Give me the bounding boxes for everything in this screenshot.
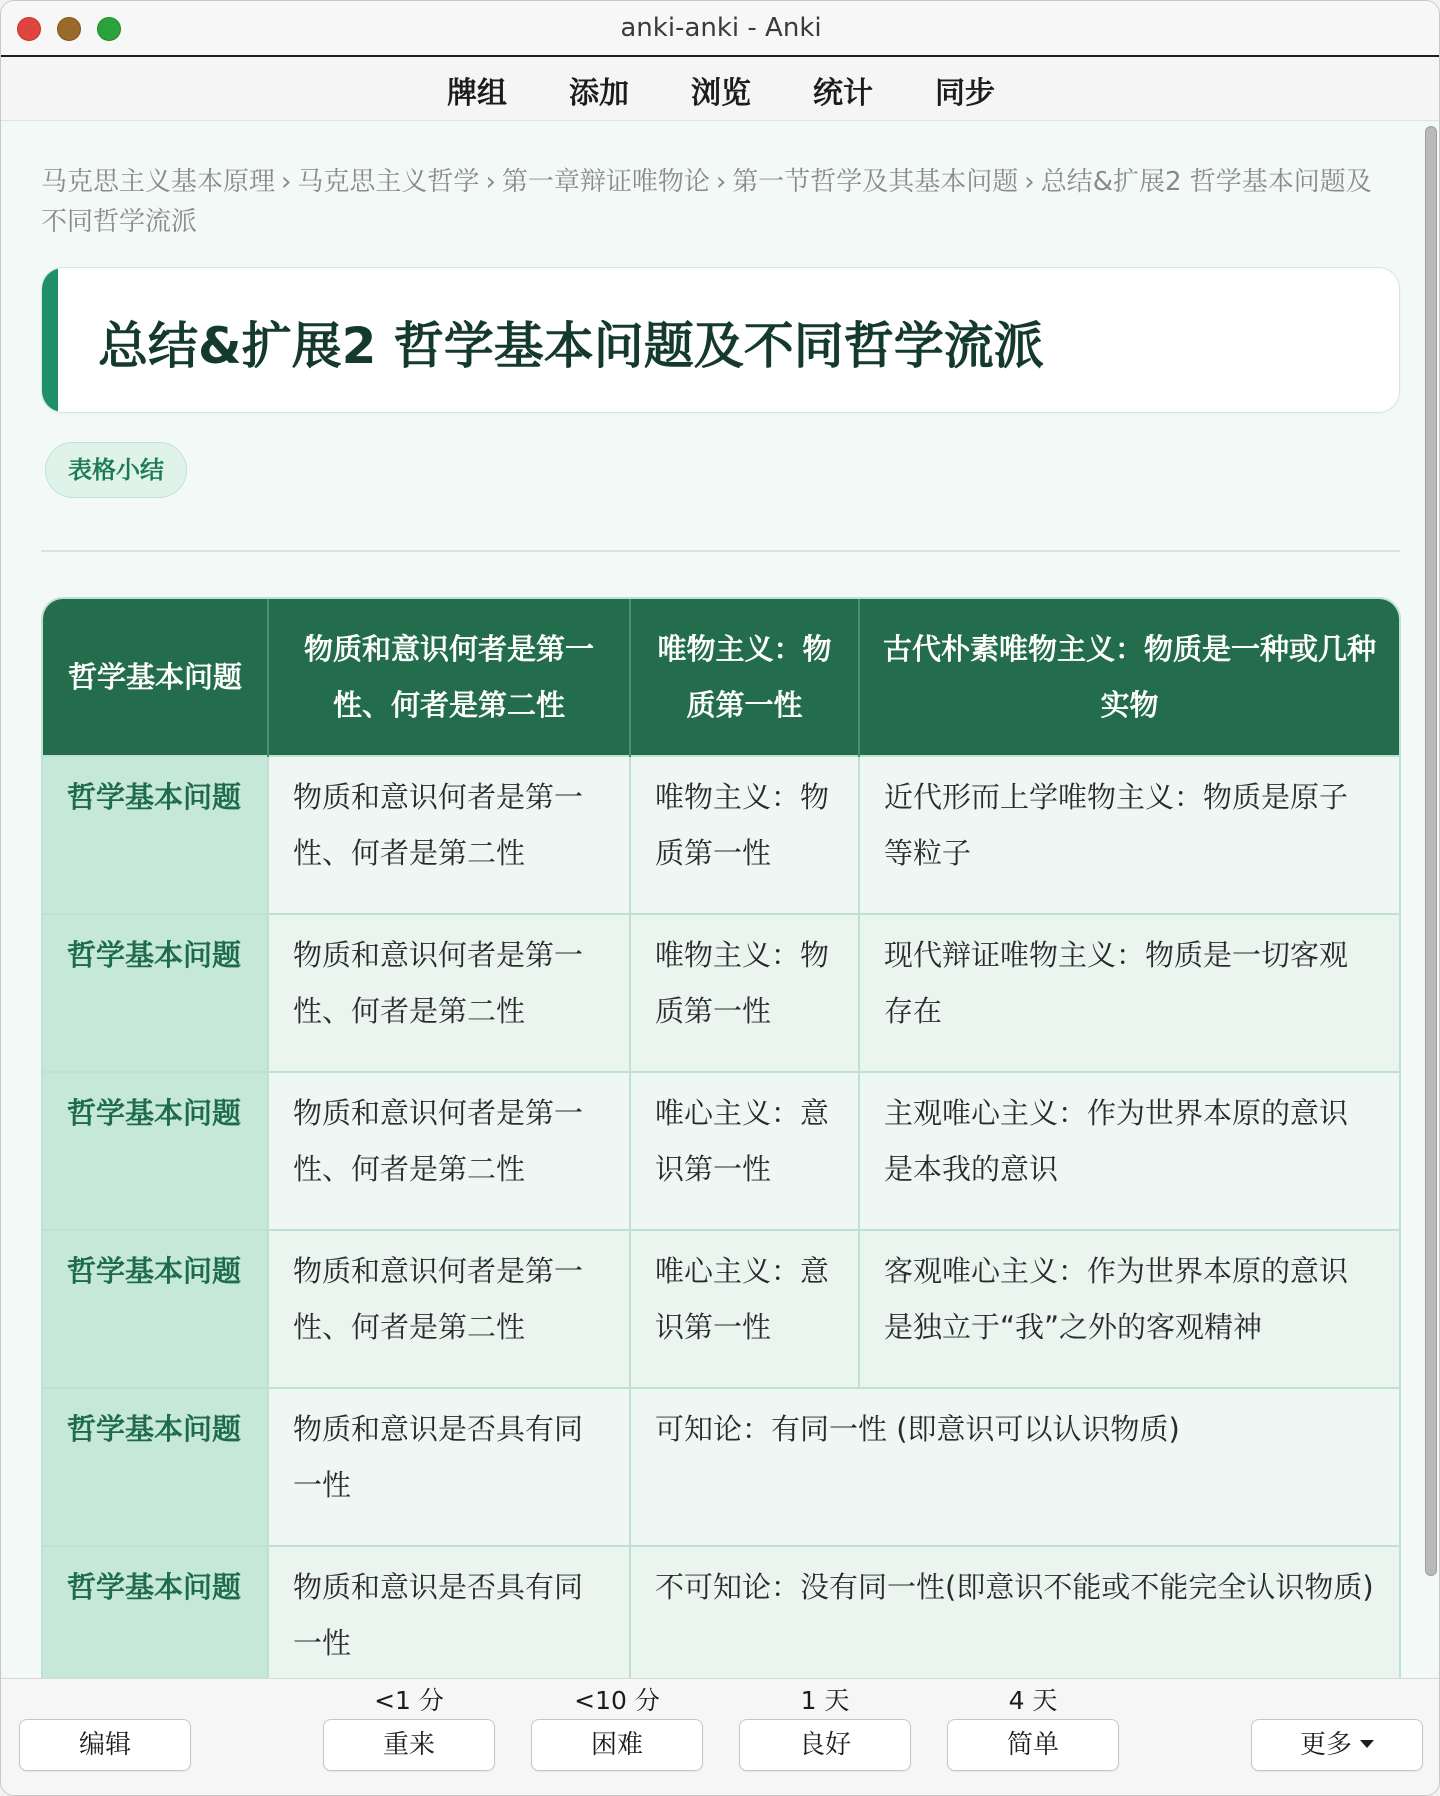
table-cell: 主观唯心主义：作为世界本原的意识是本我的意识 xyxy=(859,1072,1399,1230)
interval-again: <1 分 xyxy=(374,1686,444,1715)
interval-hard: <10 分 xyxy=(574,1686,660,1715)
table-cell: 物质和意识何者是第一性、何者是第二性 xyxy=(268,756,630,914)
table-header-cell: 哲学基本问题 xyxy=(43,599,268,756)
table-cell: 物质和意识何者是第一性、何者是第二性 xyxy=(268,1230,630,1388)
title-bar xyxy=(1,1,1440,57)
breadcrumb-item: 第一节哲学及其基本问题 xyxy=(732,167,1019,197)
breadcrumb xyxy=(41,162,1391,242)
interval-good: 1 天 xyxy=(800,1686,850,1715)
toolbar-browse[interactable]: 浏览 xyxy=(691,75,751,111)
toolbar-stats[interactable]: 统计 xyxy=(813,75,873,111)
table-header-cell: 物质和意识何者是第一性、何者是第二性 xyxy=(268,599,630,756)
scrollbar[interactable] xyxy=(1425,126,1437,1576)
tag-badge: 表格小结 xyxy=(45,442,187,498)
main-toolbar xyxy=(1,59,1440,121)
caret-down-icon xyxy=(1360,1740,1374,1748)
table-row xyxy=(43,1072,1399,1230)
hard-button[interactable]: 困难 xyxy=(531,1719,703,1771)
table-header-cell: 唯物主义：物质第一性 xyxy=(630,599,859,756)
breadcrumb-separator: › xyxy=(281,167,292,197)
table-cell-merged: 不可知论：没有同一性(即意识不能或不能完全认识物质) xyxy=(630,1546,1399,1678)
answer-bar xyxy=(1,1678,1440,1796)
row-head-cell: 哲学基本问题 xyxy=(43,914,268,1072)
card-title: 总结&扩展2 哲学基本问题及不同哲学流派 xyxy=(98,317,1044,375)
toolbar-add[interactable]: 添加 xyxy=(569,75,629,111)
breadcrumb-separator: › xyxy=(1024,167,1035,197)
divider xyxy=(41,550,1400,552)
again-button[interactable]: 重来 xyxy=(323,1719,495,1771)
easy-button[interactable]: 简单 xyxy=(947,1719,1119,1771)
table-cell: 唯心主义：意识第一性 xyxy=(630,1230,859,1388)
breadcrumb-item: 总结&扩展2 哲学基本问题及不同哲学流派 xyxy=(41,167,1372,237)
breadcrumb-item: 马克思主义基本原理 xyxy=(41,167,276,197)
toolbar-sync[interactable]: 同步 xyxy=(935,75,995,111)
more-button-label: 更多 xyxy=(1299,1730,1352,1760)
breadcrumb-item: 马克思主义哲学 xyxy=(297,167,480,197)
table-header-cell: 古代朴素唯物主义：物质是一种或几种实物 xyxy=(859,599,1399,756)
table-cell: 客观唯心主义：作为世界本原的意识是独立于“我”之外的客观精神 xyxy=(859,1230,1399,1388)
table-cell: 唯心主义：意识第一性 xyxy=(630,1072,859,1230)
interval-easy: 4 天 xyxy=(1008,1686,1058,1715)
card-title-box xyxy=(41,267,1400,413)
title-accent-bar xyxy=(42,268,58,412)
window-title: anki-anki - Anki xyxy=(620,13,822,43)
table-cell-merged: 可知论：有同一性 (即意识可以认识物质) xyxy=(630,1388,1399,1546)
table-cell: 唯物主义：物质第一性 xyxy=(630,756,859,914)
row-head-cell: 哲学基本问题 xyxy=(43,1230,268,1388)
row-head-cell: 哲学基本问题 xyxy=(43,1388,268,1546)
table-header-row xyxy=(43,599,1399,756)
table-row xyxy=(43,756,1399,914)
card-content[interactable] xyxy=(1,122,1440,1678)
good-button[interactable]: 良好 xyxy=(739,1719,911,1771)
table-cell: 物质和意识何者是第一性、何者是第二性 xyxy=(268,1072,630,1230)
row-head-cell: 哲学基本问题 xyxy=(43,756,268,914)
edit-button[interactable]: 编辑 xyxy=(19,1719,191,1771)
table-row xyxy=(43,914,1399,1072)
row-head-cell: 哲学基本问题 xyxy=(43,1072,268,1230)
table-row xyxy=(43,1230,1399,1388)
breadcrumb-item: 第一章辩证唯物论 xyxy=(501,167,710,197)
table-row xyxy=(43,1388,1399,1546)
table-cell: 物质和意识是否具有同一性 xyxy=(268,1546,630,1678)
table-cell: 近代形而上学唯物主义：物质是原子等粒子 xyxy=(859,756,1399,914)
row-head-cell: 哲学基本问题 xyxy=(43,1546,268,1678)
toolbar-decks[interactable]: 牌组 xyxy=(447,75,507,111)
table-row xyxy=(43,1546,1399,1678)
table-cell: 物质和意识何者是第一性、何者是第二性 xyxy=(268,914,630,1072)
breadcrumb-separator: › xyxy=(715,167,727,197)
table-cell: 现代辩证唯物主义：物质是一切客观存在 xyxy=(859,914,1399,1072)
more-button[interactable] xyxy=(1251,1719,1423,1771)
table-cell: 物质和意识是否具有同一性 xyxy=(268,1388,630,1546)
table-cell: 唯物主义：物质第一性 xyxy=(630,914,859,1072)
breadcrumb-separator: › xyxy=(485,167,496,197)
summary-table xyxy=(41,597,1401,1678)
